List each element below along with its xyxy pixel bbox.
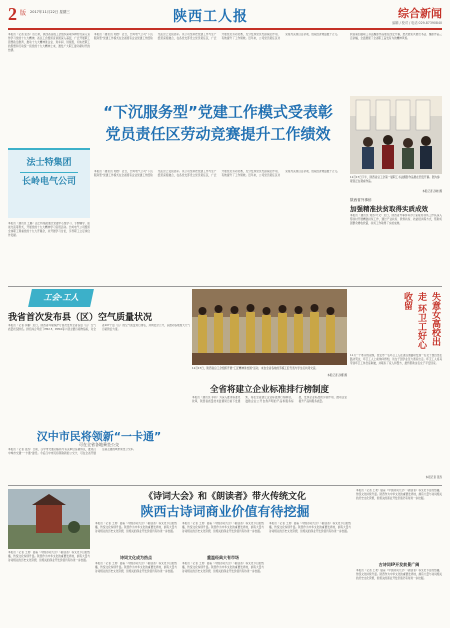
- standards-body: 本报讯（通讯员 李莉）为深入推进标准化改革，陕西省质量技术监督局日前下发通知，将在全省建立企业标准排行榜制度，鼓励企业公开自我声明的产品和服务标准，发挥企业标准的引领作用，推动企业提升产品和服务质量。: [192, 396, 347, 403]
- page-number: 2: [8, 4, 17, 24]
- air-quality-headline: 我省首次发布县（区）空气质量状况: [8, 313, 153, 323]
- bottom-headline-1: 《诗词大会》和《朗读者》带火传统文化: [143, 492, 306, 502]
- tag-line-1: 法士特集团: [26, 158, 72, 168]
- hanzhong-headline: 汉中市民将领新“一卡通”: [36, 430, 162, 443]
- sanitation-credit: 本报记者 张涛: [425, 476, 442, 479]
- bottom-headline-2: 陕西古诗词商业价值有待挖掘: [140, 505, 310, 520]
- air-quality-body: 本报讯（记者 李鹏）近日，陕西省环境保护厅首次发布全省各县（区）空气质量状况排名。排名综合考虑了PM2.5、PM10等六项主要污染物指标，对全省107个县（区）的空气质量进行排名，并向社会公开，以推动各地加大大气污染防治力度。: [8, 324, 190, 331]
- bottom-col-3: 本报讯（记者 王欢）随着《中国诗词大会》《朗读者》等文化节目的热播，传统文化持续升温。陕西作为中华文化的重要发祥地，拥有大量与诗词相关的历史文化资源，但相关的商业开发价值仍有待进一步挖掘。: [269, 522, 351, 533]
- section-title: 综合新闻: [398, 7, 442, 20]
- sanitation-headline: 失意女高校出走 环卫工好心收留: [402, 292, 440, 350]
- bottom-col-4b: 本报讯（记者 王欢）随着《中国诗词大会》《朗读者》等文化节目的热播，传统文化持续升温。陕西作为中华文化的重要发祥地，拥有大量与诗词相关的历史文化资源，但相关的商业开发价值仍有待进一步挖掘。: [356, 569, 442, 580]
- exhibition-photo-credit: 本报记者 孙晓 摄: [422, 190, 442, 193]
- ceremony-photo-caption: 11月17日，陕西省总工会组织开展“工匠精神进校园”活动，来自全省各地的劳模工匠代表与学生们共同交流。: [192, 367, 319, 370]
- worker-banner-text: 工会·工人: [43, 293, 79, 302]
- exhibition-photo-art: [350, 96, 442, 174]
- extension-body: 本报讯（通讯员 刘涛 叶文）近日，陕西省外事侨务办公室驻村扶贫工作队深入帮扶村开展精准扶贫工作，通过产业扶贫、教育扶贫、技能培训等方式，帮助贫困群众增收致富，扶贫工作取得了实质成效。: [350, 214, 442, 225]
- bottom-subhead-1: 诗词文化成为热点: [120, 555, 152, 560]
- bottom-col-4: 本报讯（记者 王欢）随着《中国诗词大会》《朗读者》等文化节目的热播，传统文化持续升温。陕西作为中华文化的重要发祥地，拥有大量与诗词相关的历史文化资源，但相关的商业开发价值仍有待进一步挖掘。: [356, 489, 442, 500]
- masthead: 陕西工人报: [173, 9, 248, 25]
- main-story-lower-body: 本报讯（通讯员 刘德）近日，长岭电气公司“下沉服务型”党建工作模式在全省国有企业党建工作经验交流会上受到表彰。该公司坚持把党建工作与生产经营深度融合，在各党支部设立党员责任区，广泛开展党员劳动竞赛，充分发挥党员先锋模范作用，有效提升了工作绩效。近年来，公司党员责任区共完成攻关项目百余项，创造经济效益数千万元。: [94, 170, 340, 177]
- main-headline-1: “下沉服务型”党建工作模式受表彰: [103, 103, 333, 121]
- bottom-col-1b: 本报讯（记者 王欢）随着《中国诗词大会》《朗读者》等文化节目的热播，传统文化持续升温。陕西作为中华文化的重要发祥地，拥有大量与诗词相关的历史文化资源，但相关的商业开发价值仍有待进一步挖掘。: [95, 562, 177, 573]
- middle-band-rule: [8, 286, 442, 287]
- extension-subhead-label: 陕西省外事侨: [350, 198, 372, 202]
- main-headline-2: 党员责任区劳动竞赛提升工作绩效: [105, 125, 331, 144]
- exhibition-photo: [350, 96, 442, 174]
- hanzhong-body: 本报讯（记者 张涛）日前，汉中市交通运输局与有关单位签署协议，推进汉中城市交通“一卡通”建设。今后汉中市民将领取新的公交卡，可在全省开通互联互通的城市乘坐公交车。: [8, 448, 136, 455]
- bottom-subhead-3: 古诗词IP开发前景广阔: [378, 562, 420, 567]
- main-headline-block: [94, 104, 342, 164]
- worker-banner: [28, 289, 94, 307]
- date-line: 2017年11月22日 星期三: [30, 10, 70, 14]
- page-header: [8, 5, 442, 27]
- col1-body-top: 本报讯（记者 张涛）连日来，陕西省各级工会组织采取多种形式深入宣传学习党的十九大精神，省总工会组织宣讲团深入基层，广泛开展职工思想政治教育，推动十九大精神进企业、进车间、进班组，切实把职工的思想和行动统一到党的十九大精神上来，激发广大职工建功新时代的热情。: [8, 33, 90, 52]
- col1-tag-block: [8, 148, 90, 218]
- poetry-photo-caption: 本报讯（记者 王欢）随着《中国诗词大会》《朗读者》等文化节目的热播，传统文化持续升温。陕西作为中华文化的重要发祥地，拥有大量与诗词相关的历史文化资源，但相关的商业开发价值仍有待进一步挖掘。: [8, 551, 90, 562]
- ceremony-photo-art: [192, 289, 347, 365]
- tag-divider: [20, 172, 78, 173]
- sanitation-body: 11月一个寒冷的夜晚，西安市一名环卫工人在清扫道路时发现一名女子独自坐在路边哭泣，环卫工人上前询问得知，该女子因学业压力离家出走。环卫工人将其带到环卫工休息室取暖，并联系了家人和警方，最终帮助这名女子平安回家。: [350, 354, 442, 365]
- main-story-upper-body: 本报讯（通讯员 刘德）近日，长岭电气公司“下沉服务型”党建工作模式在全省国有企业党建工作经验交流会上受到表彰。该公司坚持把党建工作与生产经营深度融合，在各党支部设立党员责任区，广泛开展党员劳动竞赛，充分发挥党员先锋模范作用，有效提升了工作绩效。近年来，公司党员责任区共完成攻关项目百余项，创造经济效益数千万元。: [94, 33, 340, 40]
- bottom-band-rule: [8, 485, 442, 486]
- hanzhong-subhead: 可在全省各地乘坐公交: [79, 442, 119, 447]
- right-top-body: 我省第四届职工书法摄影作品展在西安开幕，此次展览共展出书法、摄影作品三百余幅，全面展现了全省职工奋发有为的精神风貌。: [350, 33, 442, 40]
- ceremony-photo: [192, 289, 347, 365]
- bottom-col-2b: 本报讯（记者 王欢）随着《中国诗词大会》《朗读者》等文化节目的热播，传统文化持续升温。陕西作为中华文化的重要发祥地，拥有大量与诗词相关的历史文化资源，但相关的商业开发价值仍有待进一步挖掘。: [182, 562, 264, 573]
- contact-line: 编辑 / 校对 / 电话 029-87390840: [392, 21, 442, 25]
- ceremony-photo-credit: 本报记者 孙娜 摄: [327, 374, 347, 377]
- exhibition-photo-caption: 11月17日下午，陕西省总工会第一届职工书法摄影作品展在西安开幕。图为参观者正在观看作品。: [350, 176, 440, 183]
- bottom-col-1: 本报讯（记者 王欢）随着《中国诗词大会》《朗读者》等文化节目的热播，传统文化持续升温。陕西作为中华文化的重要发祥地，拥有大量与诗词相关的历史文化资源，但相关的商业开发价值仍有待进一步挖掘。: [95, 522, 177, 533]
- header-rule: [8, 28, 442, 30]
- standards-headline: 全省将建立企业标准排行榜制度: [209, 385, 329, 395]
- tag-line-2: 长岭电气公司: [21, 177, 76, 188]
- poetry-photo-art: [8, 489, 90, 549]
- bottom-subhead-2: 重温经典大有市场: [207, 555, 239, 560]
- poetry-photo: [8, 489, 90, 549]
- extension-subhead: 加强精准扶贫取得实质成效: [350, 205, 428, 213]
- page-label: 版: [20, 10, 27, 17]
- bottom-col-2: 本报讯（记者 王欢）随着《中国诗词大会》《朗读者》等文化节目的热播，传统文化持续升温。陕西作为中华文化的重要发祥地，拥有大量与诗词相关的历史文化资源，但相关的商业开发价值仍有待进一步挖掘。: [182, 522, 264, 533]
- col1-body-mid: 本报讯（通讯员 王鹏）法士特集团通过党委中心组学习、专题辅导、座谈交流等形式，开展党的十九大精神学习宣贯活动。长岭电气公司组织全体职工观看党的十九大开幕会，并开展学习讨论，引导职工立足岗位作贡献。: [8, 222, 90, 237]
